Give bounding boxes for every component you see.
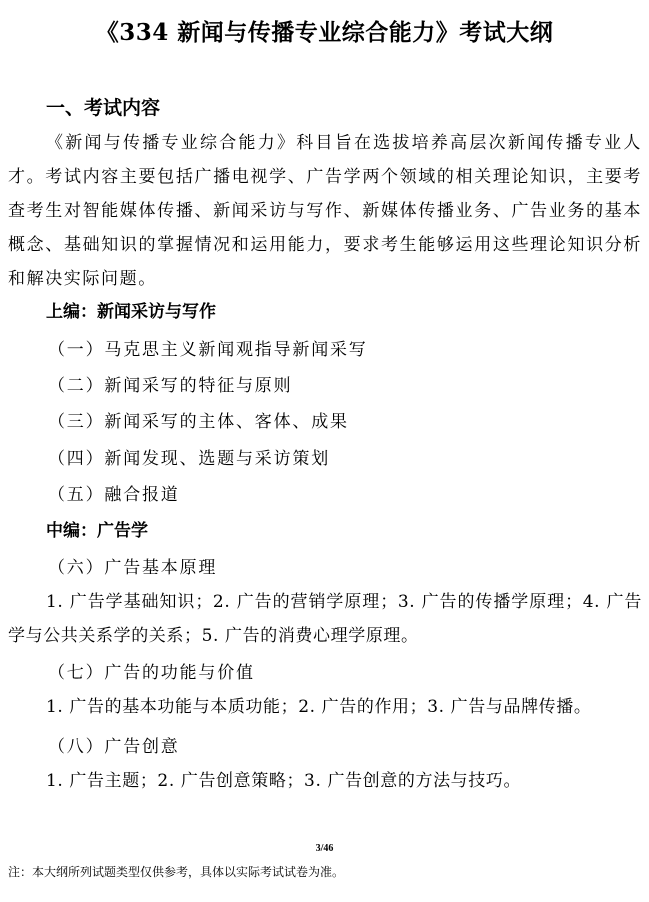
list-item: （三）新闻采写的主体、客体、成果 — [48, 412, 349, 432]
intro-paragraph: 《新闻与传播专业综合能力》科目旨在选拔培养高层次新闻传播专业人才。考试内容主要包括广播电视学、广告学两个领域的相关理论知识，主要考查考生对智能媒体传播、新闻采访与写作、新媒体传播业务、广告业务的基本概念、基础知识的掌握情况和运用能力，要求考生能够运用这些理论知识分析和解决实际问题。 — [8, 133, 642, 289]
subsection-text: 1. 广告学基础知识；2. 广告的营销学原理；3. 广告的传播学原理；4. 广告学与公共关系学的关系；5. 广告的消费心理学原理。 — [8, 592, 642, 646]
list-item: （四）新闻发现、选题与采访策划 — [48, 449, 330, 469]
list-item: （一）马克思主义新闻观指导新闻采写 — [48, 340, 368, 360]
subsection-text: 1. 广告的基本功能与本质功能；2. 广告的作用；3. 广告与品牌传播。 — [46, 697, 592, 717]
document-title: 《334 新闻与传播专业综合能力》考试大纲 — [95, 19, 554, 46]
footer-note: 注：本大纲所列试题类型仅供参考，具体以实际考试试卷为准。 — [8, 865, 345, 879]
subsection-text: 1. 广告主题；2. 广告创意策略；3. 广告创意的方法与技巧。 — [46, 771, 522, 791]
subsection-heading: （七）广告的功能与价值 — [48, 663, 255, 683]
page-number: 3/46 — [315, 843, 334, 854]
section-heading-exam-content: 一、考试内容 — [46, 97, 161, 119]
subsection-heading: （六）广告基本原理 — [48, 558, 218, 578]
list-item: （五）融合报道 — [48, 485, 180, 505]
list-item: （二）新闻采写的特征与原则 — [48, 376, 293, 396]
part-heading-news-writing: 上编：新闻采访与写作 — [46, 302, 216, 322]
part-heading-advertising: 中编：广告学 — [46, 521, 148, 541]
subsection-heading: （八）广告创意 — [48, 737, 180, 757]
